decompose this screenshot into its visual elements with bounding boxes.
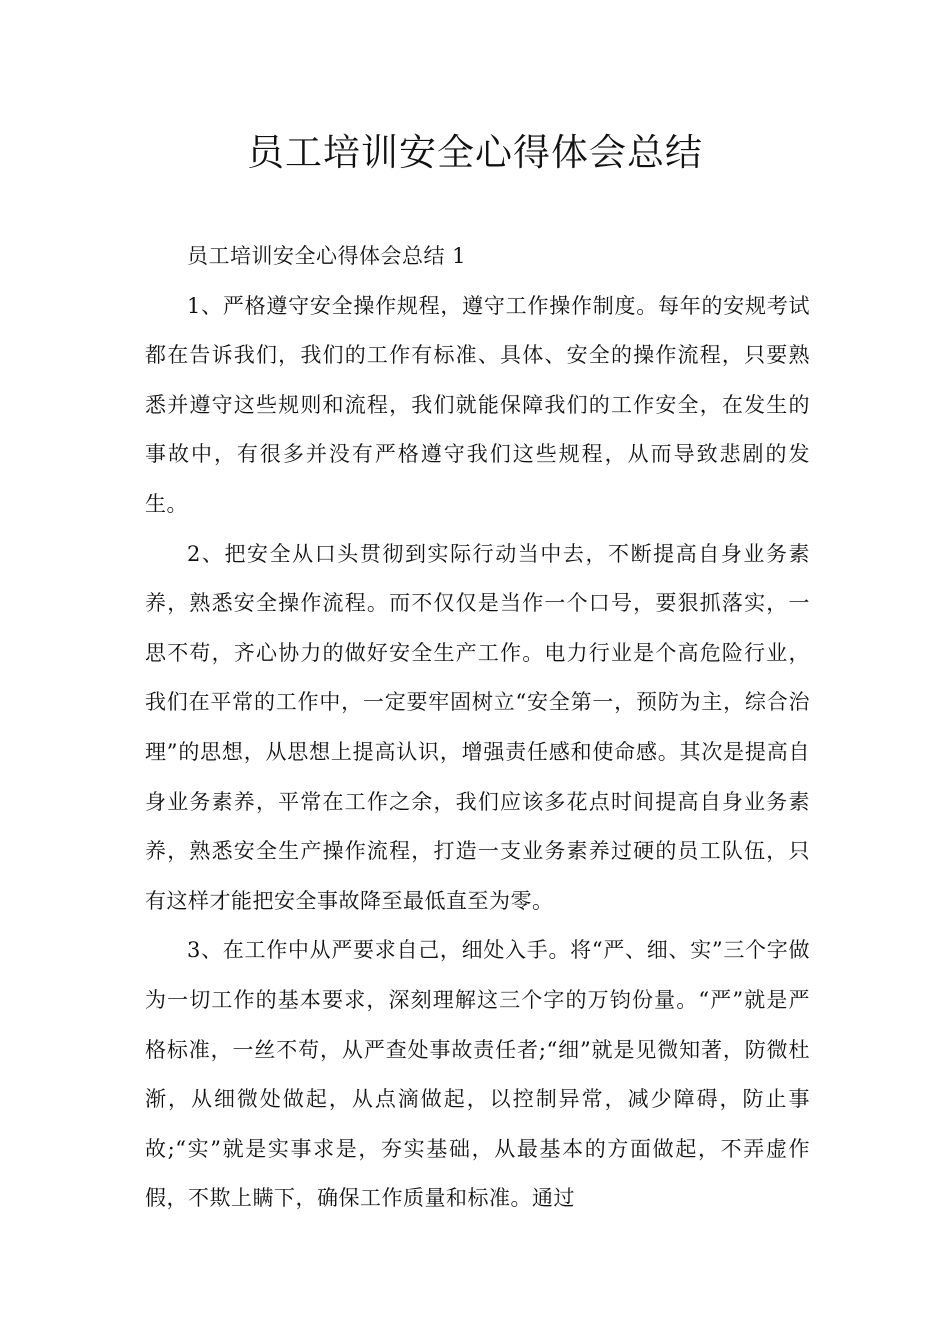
page-title: 员工培训安全心得体会总结 <box>247 131 703 174</box>
paragraph-2: 2、把安全从口头贯彻到实际行动当中去，不断提高自身业务素养，熟悉安全操作流程。而不仅仅是当作一个口号，要狠抓落实，一思不苟，齐心协力的做好安全生产工作。电力行业是个高危险行业，我们在平常的工作中，一定要牢固树立“安全第一，预防为主，综合治理”的思想，从思想上提高认识，增强责任感和使命感。其次是提高自身业务素养，平常在工作之余，我们应该多花点时间提高自身业务素养，熟悉安全生产操作流程，打造一支业务素养过硬的员工队伍，只有这样才能把安全事故降至最低直至为零。 <box>145 541 810 913</box>
section-heading: 员工培训安全心得体会总结 1 <box>187 244 467 268</box>
paragraph-1: 1、严格遵守安全操作规程，遵守工作操作制度。每年的安规考试都在告诉我们，我们的工作有标准、具体、安全的操作流程，只要熟悉并遵守这些规则和流程，我们就能保障我们的工作安全，在发生的事故中，有很多并没有严格遵守我们这些规程，从而导致悲剧的发生。 <box>145 293 810 516</box>
paragraph-3: 3、在工作中从严要求自己，细处入手。将“严、细、实”三个字做为一切工作的基本要求，深刻理解这三个字的万钧份量。“严”就是严格标准，一丝不苟，从严查处事故责任者;“细”就是见微知著，防微杜渐，从细微处做起，从点滴做起，以控制异常，减少障碍，防止事故;“实”就是实事求是，夯实基础，从最基本的方面做起，不弄虚作假，不欺上瞒下，确保工作质量和标准。通过 <box>145 938 810 1211</box>
document-body <box>145 232 810 1224</box>
